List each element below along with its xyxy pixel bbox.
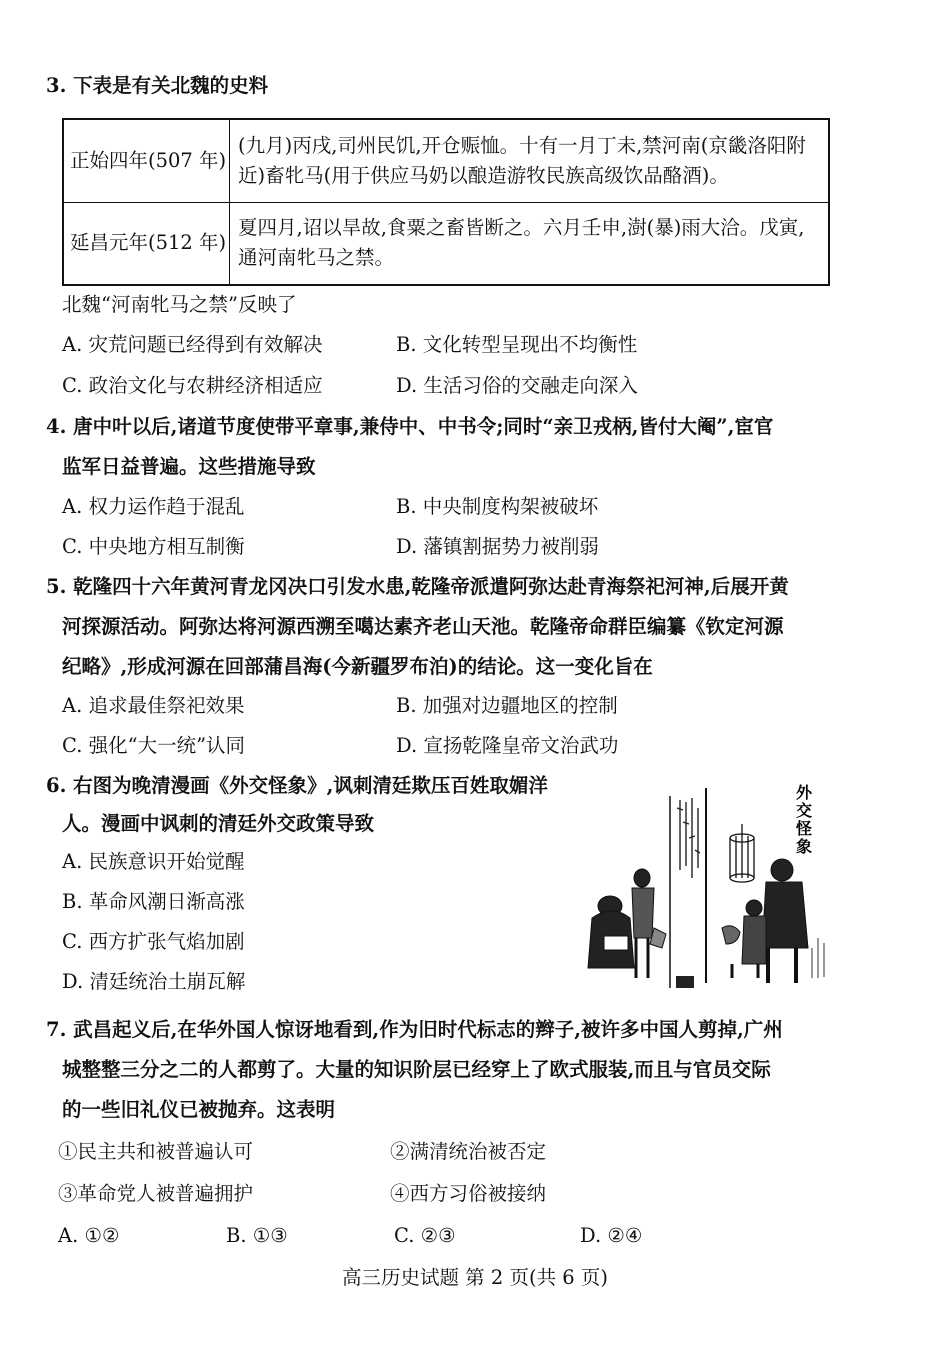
q7-option-a: A. ①②	[58, 1224, 120, 1247]
cartoon-title-1: 外	[795, 783, 813, 802]
q3-source-table	[62, 118, 830, 286]
q3-option-d: D. 生活习俗的交融走向深入	[396, 374, 638, 397]
q4-option-d: D. 藩镇割据势力被削弱	[396, 535, 599, 558]
q3-option-a: A. 灾荒问题已经得到有效解决	[62, 333, 323, 356]
q4-line1: 4. 唐中叶以后,诸道节度使带平章事,兼侍中、中书令;同时“亲卫戎柄,皆付大阉”,宦官	[46, 415, 774, 438]
q7-option-c: C. ②③	[394, 1224, 456, 1247]
cartoon-drawing	[582, 778, 836, 1000]
table-row	[63, 202, 829, 285]
q3-option-c: C. 政治文化与农耕经济相适应	[62, 374, 323, 397]
cartoon-title-3: 怪	[795, 819, 813, 838]
q7-item-2: ②满清统治被否定	[390, 1140, 547, 1163]
q5-line1: 5. 乾隆四十六年黄河青龙冈决口引发水患,乾隆帝派遣阿弥达赴青海祭祀河神,后展开黄	[46, 575, 789, 598]
q5-option-d: D. 宣扬乾隆皇帝文治武功	[396, 734, 619, 757]
q5-option-c: C. 强化“大一统”认同	[62, 734, 246, 757]
table-cell-text: 夏四月,诏以旱故,食粟之畜皆断之。六月壬申,澍(暴)雨大洽。戊寅,通河南牝马之禁。	[230, 202, 830, 285]
q4-option-c: C. 中央地方相互制衡	[62, 535, 245, 558]
q3-stem: 3. 下表是有关北魏的史料	[46, 74, 269, 97]
q7-option-b: B. ①③	[226, 1224, 288, 1247]
q5-line2: 河探源活动。阿弥达将河源西溯至噶达素齐老山天池。乾隆帝命群臣编纂《钦定河源	[62, 615, 784, 638]
q7-line2: 城整整三分之二的人都剪了。大量的知识阶层已经穿上了欧式服装,而且与官员交际	[62, 1058, 771, 1081]
q6-option-a: A. 民族意识开始觉醒	[62, 850, 245, 873]
q7-option-d: D. ②④	[580, 1224, 643, 1247]
q6-option-b: B. 革命风潮日渐高涨	[62, 890, 245, 913]
table-cell-text: (九月)丙戌,司州民饥,开仓赈恤。十有一月丁未,禁河南(京畿洛阳附近)畜牝马(用于供应马奶以酿造游牧民族高级饮品酪酒)。	[230, 119, 830, 202]
q6-line1: 6. 右图为晚清漫画《外交怪象》,讽刺清廷欺压百姓取媚洋	[46, 774, 548, 797]
q7-item-3: ③革命党人被普遍拥护	[58, 1182, 254, 1205]
q4-line2: 监军日益普遍。这些措施导致	[62, 455, 316, 478]
q5-line3: 纪略》,形成河源在回部蒲昌海(今新疆罗布泊)的结论。这一变化旨在	[62, 655, 653, 678]
q3-option-b: B. 文化转型呈现出不均衡性	[396, 333, 638, 356]
q6-option-c: C. 西方扩张气焰加剧	[62, 930, 245, 953]
q3-question: 北魏“河南牝马之禁”反映了	[62, 293, 297, 316]
q7-line1: 7. 武昌起义后,在华外国人惊讶地看到,作为旧时代标志的辫子,被许多中国人剪掉,广州	[46, 1018, 783, 1041]
q7-item-4: ④西方习俗被接纳	[390, 1182, 547, 1205]
q5-option-b: B. 加强对边疆地区的控制	[396, 694, 618, 717]
q6-line2: 人。漫画中讽刺的清廷外交政策导致	[62, 812, 375, 835]
cartoon-title-2: 交	[795, 801, 813, 820]
q5-option-a: A. 追求最佳祭祀效果	[62, 694, 245, 717]
table-cell-date: 正始四年(507 年)	[63, 119, 230, 202]
table-row	[63, 119, 829, 202]
cartoon-title-4: 象	[795, 837, 813, 856]
table-cell-date: 延昌元年(512 年)	[63, 202, 230, 285]
page-footer: 高三历史试题 第 2 页(共 6 页)	[341, 1266, 609, 1289]
cartoon-illustration	[582, 778, 836, 1000]
q7-item-1: ①民主共和被普遍认可	[58, 1140, 254, 1163]
q6-option-d: D. 清廷统治土崩瓦解	[62, 970, 246, 993]
q7-line3: 的一些旧礼仪已被抛弃。这表明	[62, 1098, 336, 1121]
q4-option-a: A. 权力运作趋于混乱	[62, 495, 245, 518]
q4-option-b: B. 中央制度构架被破坏	[396, 495, 599, 518]
